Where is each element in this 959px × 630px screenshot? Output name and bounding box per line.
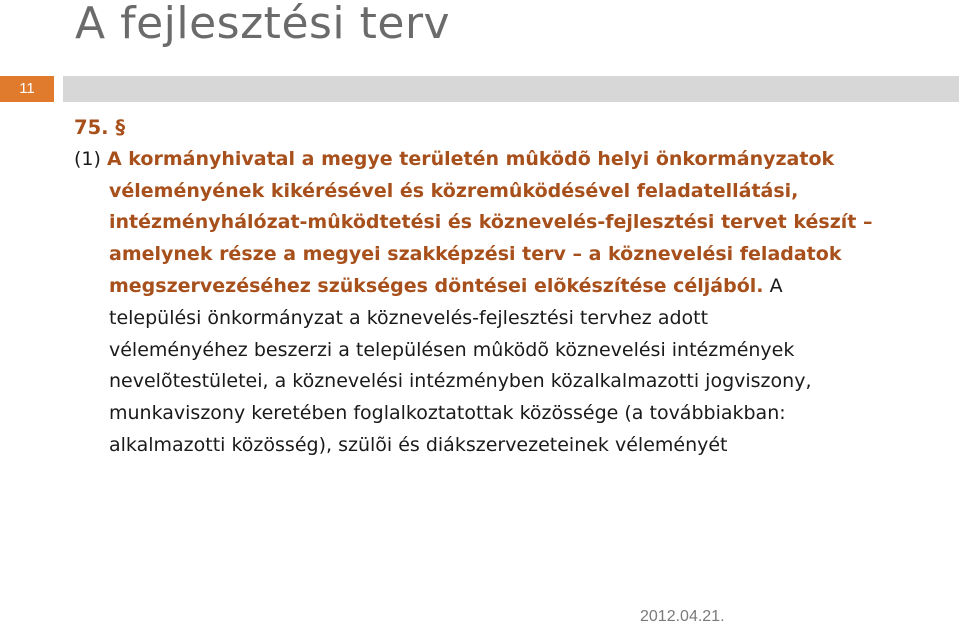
paragraph-number: (1)	[74, 147, 107, 170]
bold-text-line: intézményhálózat-mûködtetési és köznevelés-fejlesztési tervet készít –	[109, 211, 873, 234]
normal-text-line: alkalmazotti közösség), szülõi és diákszervezeteinek véleményét	[109, 433, 728, 456]
section-heading: 75. §	[74, 116, 126, 139]
paragraph-1	[74, 144, 944, 462]
normal-text-line: munkaviszony keretében foglalkoztatottak közössége (a továbbiakban:	[109, 402, 786, 425]
bold-text-line: véleményének kikérésével és közremûködésével feladatellátási,	[109, 179, 799, 202]
slide-title: A fejlesztési terv	[75, 0, 451, 49]
normal-text-line: nevelõtestületei, a köznevelési intézményben közalkalmazotti jogviszony,	[109, 370, 812, 393]
paragraph-line	[74, 271, 944, 303]
normal-text-line: települési önkormányzat a köznevelés-fejlesztési tervhez adott	[109, 306, 709, 329]
slide-number-badge: 11	[0, 76, 54, 102]
bold-text-line: amelynek része a megyei szakképzési terv – a köznevelési feladatok	[109, 243, 842, 266]
bold-text-line: A kormányhivatal a megye területén mûködõ helyi önkormányzatok	[106, 147, 835, 170]
header-bar	[63, 76, 959, 102]
normal-text-line: véleményéhez beszerzi a településen mûködõ köznevelési intézmények	[109, 338, 795, 361]
normal-text-fragment: A	[763, 274, 783, 297]
slide-body	[74, 112, 944, 462]
footer-date: 2012.04.21.	[640, 608, 725, 625]
paragraph-line	[74, 144, 944, 176]
bold-text-line: megszervezéséhez szükséges döntései elõkészítése céljából.	[109, 274, 764, 297]
